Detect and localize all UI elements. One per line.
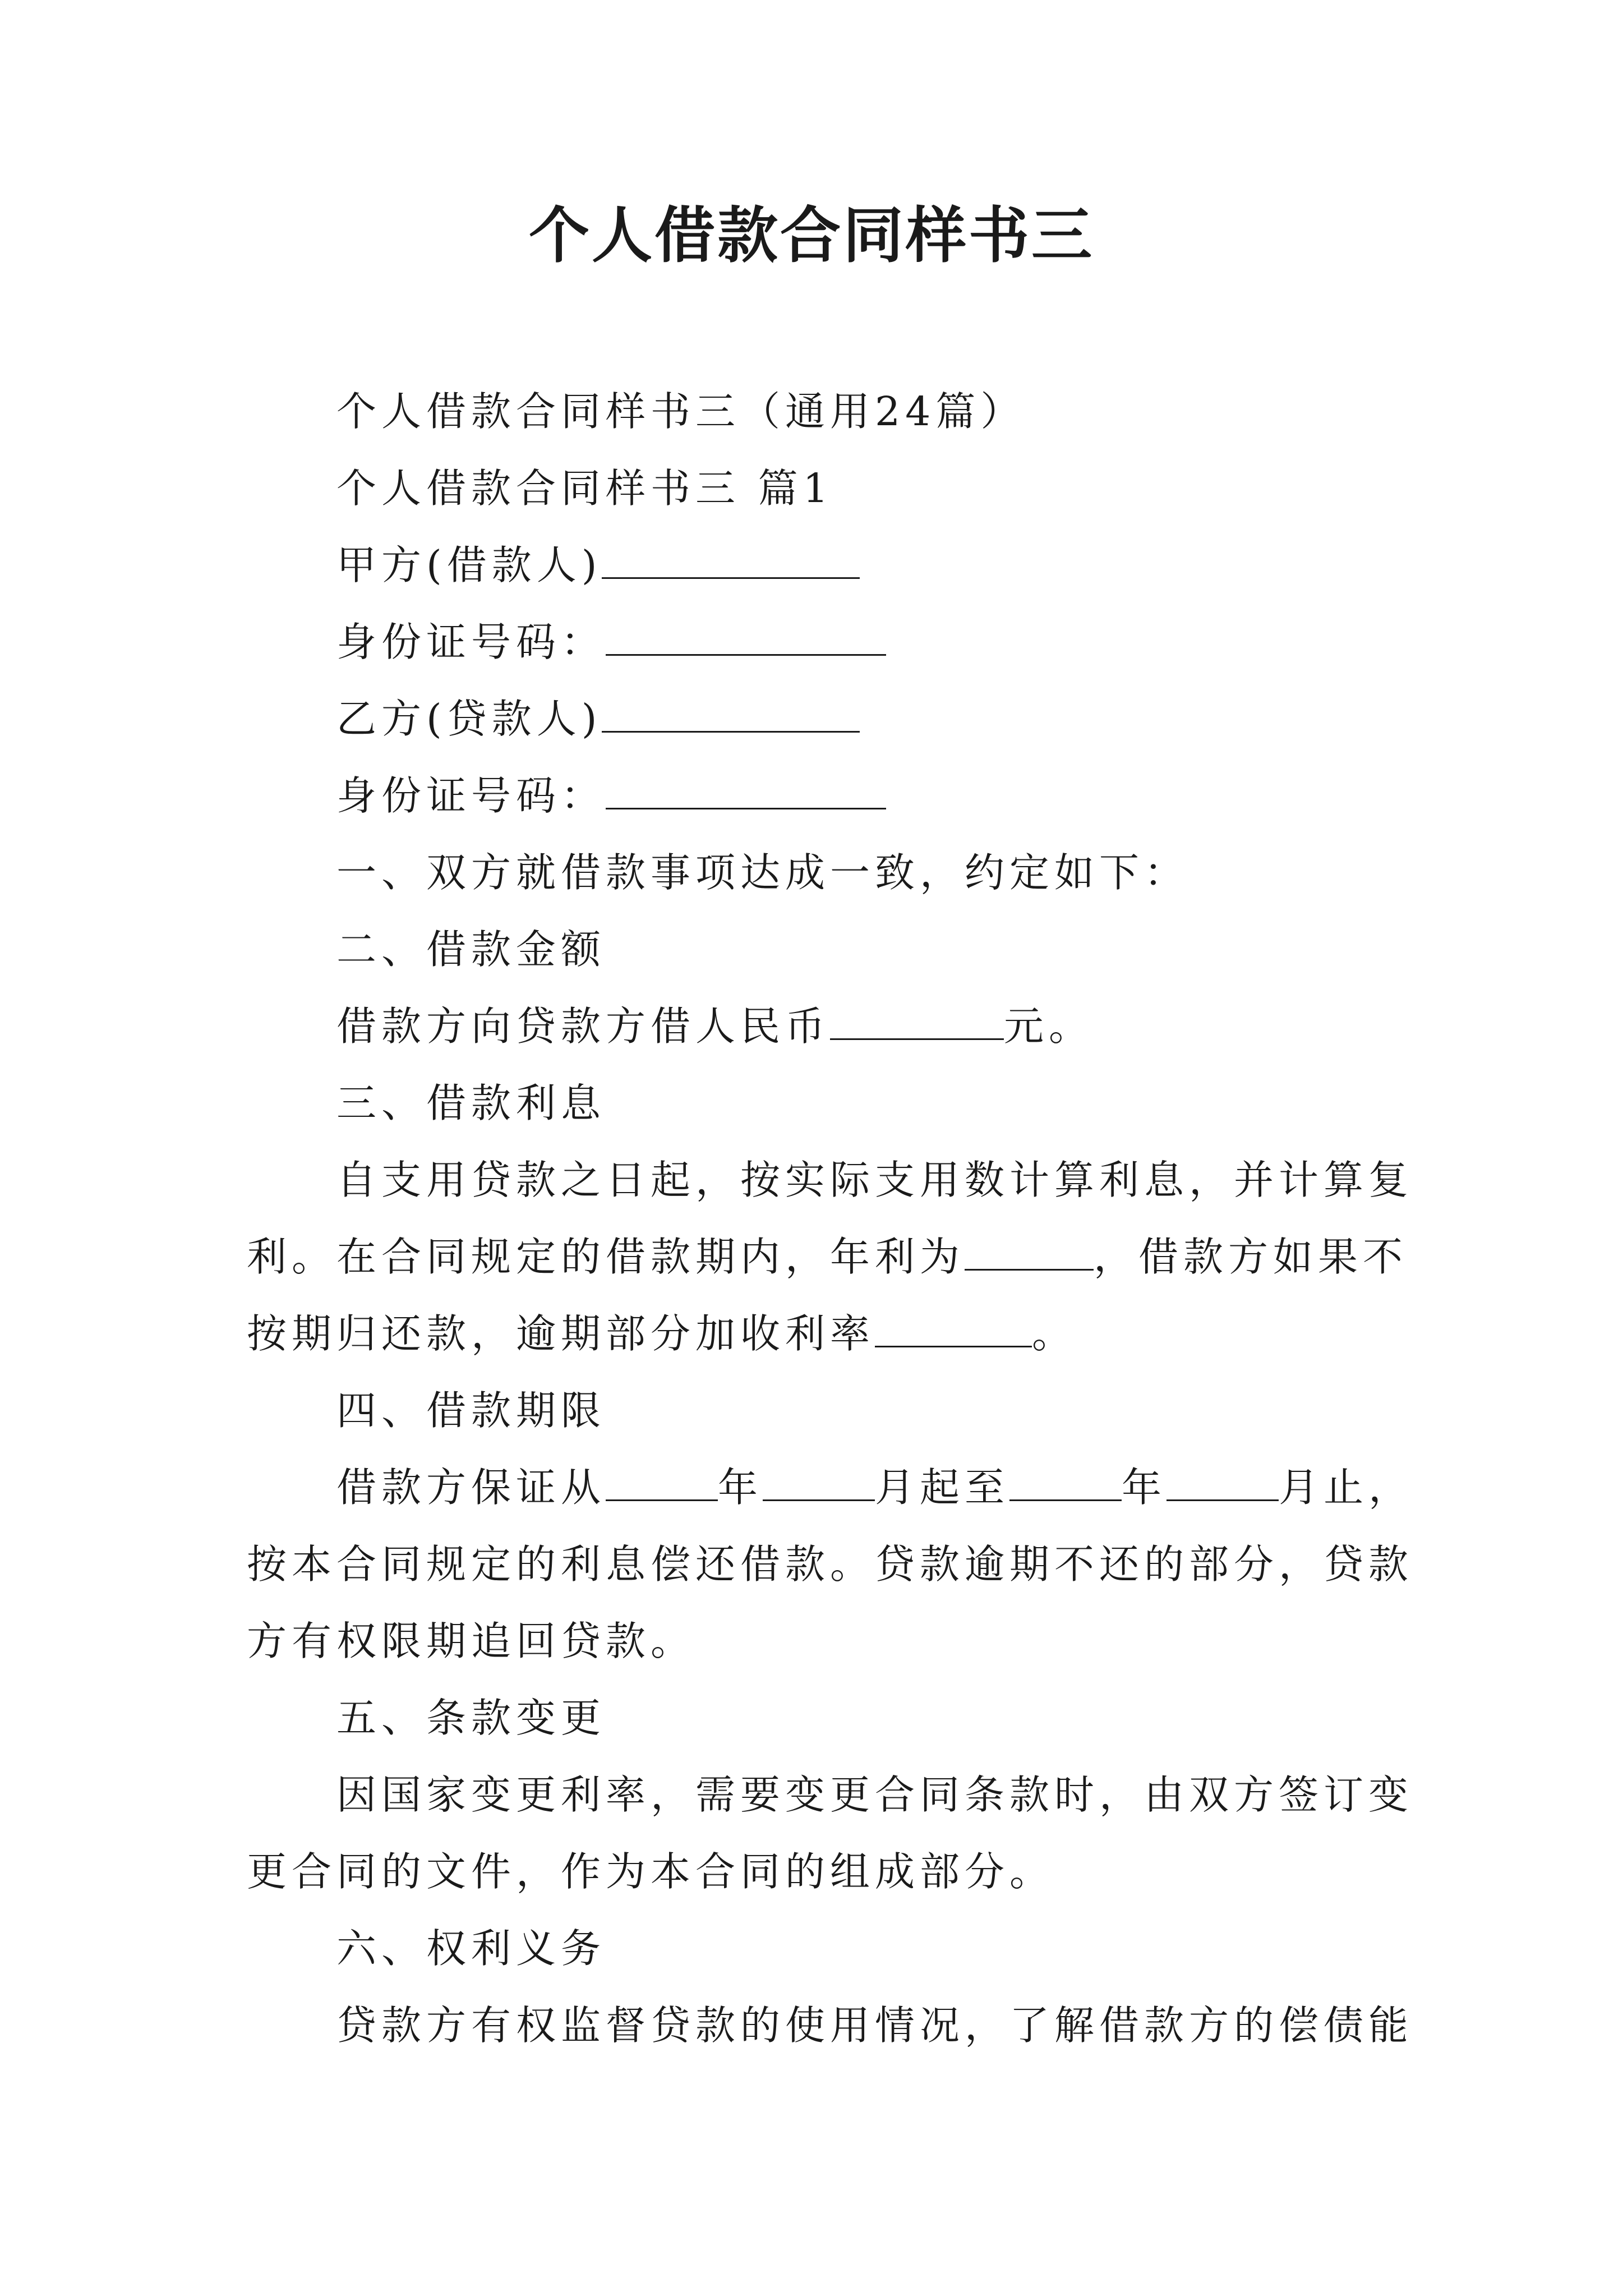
- party-a-id-label: 身份证号码：: [336, 619, 606, 665]
- party-a-id-blank: [606, 619, 886, 656]
- party-b-blank: [602, 696, 860, 733]
- party-a-line: [247, 527, 1391, 604]
- clause-3-line-3: [247, 1295, 1391, 1372]
- end-year-blank: [1009, 1465, 1122, 1501]
- party-b-id-line: [247, 757, 1391, 834]
- clause-5-heading: 五、条款变更: [336, 1695, 606, 1741]
- clause-3-line-2-b: ，借款方如果不: [1094, 1234, 1408, 1280]
- subtitle: 个人借款合同样书三（通用24篇）: [336, 388, 1026, 435]
- clause-1: 一、双方就借款事项达成一致，约定如下：: [336, 849, 1189, 896]
- clause-4-line-1-a: 借款方保证从: [336, 1464, 606, 1511]
- clause-2-heading: 二、借款金额: [336, 926, 606, 973]
- clause-2-text-b: 元。: [1004, 1003, 1094, 1050]
- clause-4-line-1: [247, 1449, 1414, 1526]
- clause-6-line-1: 贷款方有权监督贷款的使用情况，了解借款方的偿债能: [336, 2002, 1414, 2049]
- clause-4-heading: 四、借款期限: [336, 1387, 606, 1434]
- end-month-blank: [1166, 1465, 1279, 1501]
- clause-3-line-3-a: 按期归还款，逾期部分加收利率: [247, 1310, 875, 1357]
- clause-4-line-1-e: 月止，: [1279, 1464, 1414, 1511]
- clause-2-text-a: 借款方向贷款方借人民币: [336, 1003, 831, 1050]
- document-title: 个人借款合同样书三: [528, 200, 1094, 271]
- clause-3-line-3-b: 。: [1032, 1310, 1077, 1357]
- party-a-blank: [602, 542, 860, 579]
- section-heading: 个人借款合同样书三 篇1: [336, 465, 833, 512]
- clause-6-heading: 六、权利义务: [336, 1925, 606, 1972]
- clause-3-line-1: 自支用贷款之日起，按实际支用数计算利息，并计算复: [336, 1157, 1414, 1203]
- clause-3-line-2-a: 利。在合同规定的借款期内，年利为: [247, 1234, 965, 1280]
- overdue-rate-blank: [875, 1311, 1032, 1347]
- party-b-label: 乙方(贷款人): [336, 696, 602, 742]
- party-a-id-line: [247, 604, 1391, 680]
- clause-4-line-1-c: 月起至: [875, 1464, 1010, 1511]
- interest-rate-blank: [965, 1234, 1094, 1271]
- document-body: [247, 373, 1414, 2064]
- clause-4-line-2: 按本合同规定的利息偿还借款。贷款逾期不还的部分，贷款: [247, 1541, 1414, 1588]
- clause-2-text: [247, 988, 1391, 1065]
- party-b-line: [247, 680, 1391, 757]
- clause-3-line-2: [247, 1218, 1408, 1295]
- clause-5-line-2: 更合同的文件，作为本合同的组成部分。: [247, 1848, 1055, 1895]
- party-b-id-label: 身份证号码：: [336, 772, 606, 819]
- start-year-blank: [606, 1465, 718, 1501]
- clause-3-heading: 三、借款利息: [336, 1080, 606, 1126]
- party-b-id-blank: [606, 773, 886, 809]
- party-a-label: 甲方(借款人): [336, 542, 602, 588]
- loan-amount-blank: [830, 1004, 1004, 1040]
- clause-4-line-1-d: 年: [1122, 1464, 1167, 1511]
- clause-4-line-1-b: 年: [718, 1464, 763, 1511]
- clause-4-line-3: 方有权限期追回贷款。: [247, 1618, 696, 1664]
- start-month-blank: [763, 1465, 875, 1501]
- clause-5-line-1: 因国家变更利率，需要变更合同条款时，由双方签订变: [336, 1772, 1414, 1818]
